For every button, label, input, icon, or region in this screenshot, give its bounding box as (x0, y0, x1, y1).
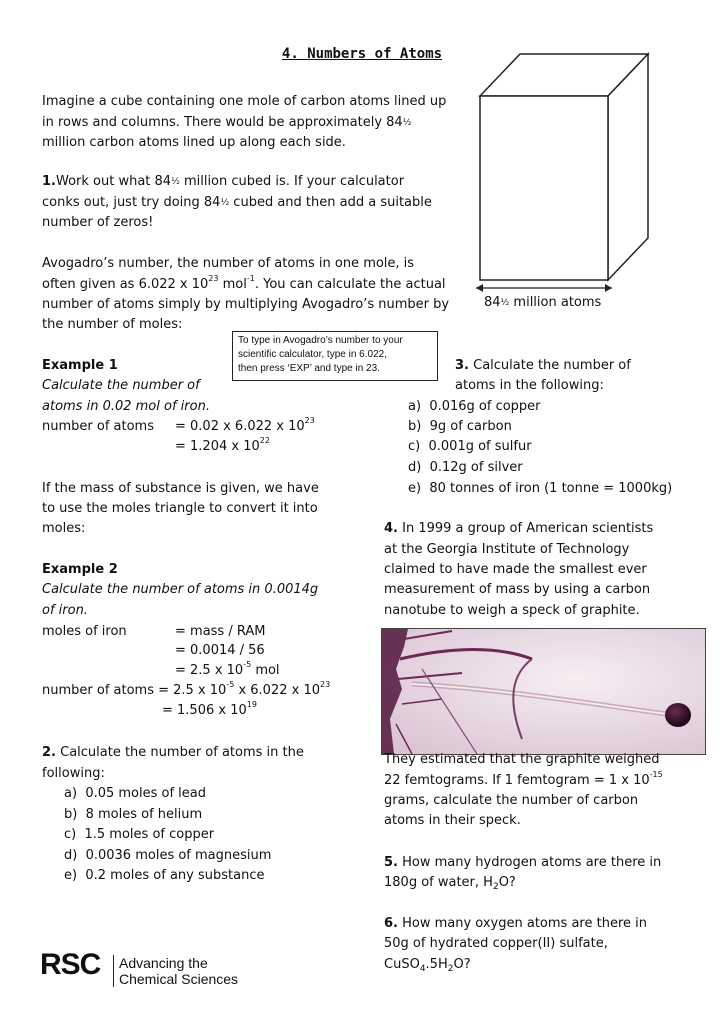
q3-line-2: atoms in the following: (455, 378, 604, 393)
cube-diagram (468, 48, 658, 320)
example-1-question-line-1: Calculate the number of (42, 378, 200, 393)
q2-line-2: following: (42, 766, 105, 781)
q3-item: d) 0.12g of silver (408, 460, 523, 475)
q5-line-2: 180g of water, $H_2O$? (384, 875, 516, 892)
q4-line-4: measurement of mass by using a carbon (384, 582, 651, 597)
example-1-question-line-2: atoms in 0.02 mol of iron. (42, 399, 210, 414)
q2-item: c) 1.5 moles of copper (64, 827, 215, 842)
nanotube-photo (381, 628, 706, 755)
example-1-calc-line-1: = 0.02 x 6.022 x $10^{23}$ (175, 416, 315, 434)
q3-line-1: 3. Calculate the number of (455, 358, 631, 373)
q6-line-1: 6. How many oxygen atoms are there in (384, 916, 647, 931)
example-2-calc-line-1: = mass / RAM (175, 624, 266, 639)
tip-line-3: then press ‘EXP’ and type in 23. (238, 363, 380, 374)
example-2-calc-line-5: = 1.506 x $10^{19}$ (162, 700, 257, 718)
rsc-logo: RSC (40, 948, 101, 981)
example-2-moles-label: moles of iron (42, 624, 127, 639)
avogadro-line-1: Avogadro’s number, the number of atoms in one mole, is (42, 256, 415, 271)
example-1-calc-label: number of atoms (42, 419, 154, 434)
example-2-calc-line-2: = 0.0014 / 56 (175, 643, 265, 658)
example-2-calc-line-4: number of atoms = 2.5 x $10^{-5}$ x 6.022 x $10^{23}$ (42, 680, 331, 698)
example-2-question-line-1: Calculate the number of atoms in 0.0014g (42, 582, 319, 597)
q1-line-1: 1.Work out what 84½ million cubed is. If your calculator (42, 174, 405, 189)
avogadro-line-3: number of atoms simply by multiplying Avogadro’s number by (42, 297, 450, 312)
example-2-heading: Example 2 (42, 562, 118, 577)
moles-text-line-3: moles: (42, 521, 86, 536)
tip-line-1: To type in Avogadro’s number to your (238, 335, 403, 346)
cube-label: 84½ million atoms (484, 295, 602, 310)
q1-line-3: number of zeros! (42, 215, 154, 230)
q2-item: b) 8 moles of helium (64, 807, 203, 822)
arrow-head-right (605, 284, 612, 292)
q4-after-line-2: 22 femtograms. If 1 femtogram = 1 x $10^{-15}$ (384, 770, 663, 788)
q2-item: a) 0.05 moles of lead (64, 786, 207, 801)
q6-line-2: 50g of hydrated copper(II) sulfate, (384, 936, 608, 951)
intro-line-3: million carbon atoms lined up along each side. (42, 135, 346, 150)
q4-after-line-4: atoms in their speck. (384, 813, 521, 828)
intro-line-1: Imagine a cube containing one mole of carbon atoms lined up (42, 94, 447, 109)
moles-text-line-1: If the mass of substance is given, we have (42, 481, 319, 496)
tip-line-2: scientific calculator, type in 6.022, (238, 349, 387, 360)
q4-line-3: claimed to have made the smallest ever (384, 562, 647, 577)
logo-divider (113, 955, 114, 987)
q4-line-1: 4. In 1999 a group of American scientists (384, 521, 654, 536)
q6-line-3: $CuSO_4.5H_2O$? (384, 957, 471, 974)
q4-after-line-1: They estimated that the graphite weighed (384, 752, 660, 767)
example-1-heading: Example 1 (42, 358, 118, 373)
moles-text-line-2: to use the moles triangle to convert it into (42, 501, 318, 516)
example-2-question-line-2: of iron. (42, 603, 88, 618)
q4-after-line-3: grams, calculate the number of carbon (384, 793, 639, 808)
calculator-tip-box (232, 331, 438, 381)
page-title: 4. Numbers of Atoms (281, 46, 443, 62)
avogadro-line-4: the number of moles: (42, 317, 183, 332)
q1-line-2: conks out, just try doing 84½ cubed and then add a suitable (42, 195, 432, 210)
intro-line-2: in rows and columns. There would be approximately 84½ (42, 115, 412, 130)
q2-line-1: 2. Calculate the number of atoms in the (42, 745, 304, 760)
q4-line-5: nanotube to weigh a speck of graphite. (384, 603, 640, 618)
q4-line-2: at the Georgia Institute of Technology (384, 542, 630, 557)
cube-front-face (480, 96, 608, 280)
q2-item: d) 0.0036 moles of magnesium (64, 848, 272, 863)
example-2-calc-line-3: = 2.5 x $10^{-5}$ mol (175, 660, 280, 678)
arrow-head-left (476, 284, 483, 292)
nanotube-image (382, 629, 705, 754)
example-1-calc-line-2: = 1.204 x $10^{22}$ (175, 436, 270, 454)
q3-item: a) 0.016g of copper (408, 399, 541, 414)
q2-item: e) 0.2 moles of any substance (64, 868, 265, 883)
logo-tagline-2: Chemical Sciences (119, 971, 239, 987)
q3-item: c) 0.001g of sulfur (408, 439, 532, 454)
avogadro-line-2: often given as 6.022 x $10^{23}$ mol$^{-1}$. You can calculate the actual (42, 274, 446, 292)
q5-line-1: 5. How many hydrogen atoms are there in (384, 855, 662, 870)
q3-item: e) 80 tonnes of iron (1 tonne = 1000kg) (408, 481, 673, 496)
logo-tagline-1: Advancing the (119, 955, 208, 971)
q3-item: b) 9g of carbon (408, 419, 512, 434)
